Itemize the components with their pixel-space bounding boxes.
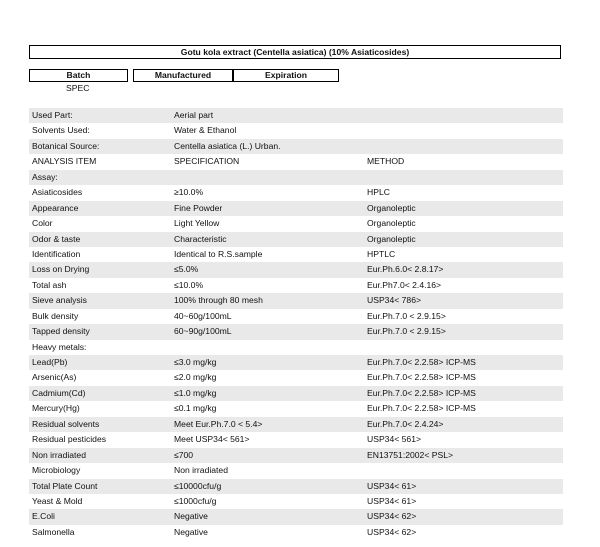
table-row	[29, 324, 563, 339]
table-row	[29, 525, 563, 540]
analysis-item-cell: Bulk density	[32, 310, 79, 321]
method-cell: HPLC	[367, 187, 390, 198]
table-row	[29, 417, 563, 432]
method-cell: METHOD	[367, 156, 405, 167]
batch-header: Batch	[29, 69, 128, 82]
analysis-item-cell: Total Plate Count	[32, 480, 98, 491]
table-row	[29, 185, 563, 200]
analysis-item-cell: Lead(Pb)	[32, 357, 68, 367]
analysis-item-cell: Loss on Drying	[32, 264, 90, 275]
table-row	[29, 247, 563, 262]
table-row	[29, 216, 563, 231]
specification-cell: Meet Eur.Ph.7.0 < 5.4>	[174, 418, 263, 429]
table-row	[29, 509, 563, 524]
specification-cell: Aerial part	[174, 110, 214, 120]
specification-cell: Centella asiatica (L.) Urban.	[174, 140, 281, 151]
specification-cell: ≤1.0 mg/kg	[174, 387, 217, 398]
method-cell: USP34< 561>	[367, 434, 421, 445]
table-row	[29, 201, 563, 216]
method-cell: USP34< 786>	[367, 295, 421, 306]
analysis-item-cell: Sieve analysis	[32, 295, 87, 306]
table-row	[29, 386, 563, 401]
table-row	[29, 278, 563, 293]
specification-cell: Fine Powder	[174, 202, 223, 213]
analysis-item-cell: Used Part:	[32, 110, 73, 120]
analysis-item-cell: Arsenic(As)	[32, 372, 77, 383]
analysis-item-cell: E.Coli	[32, 511, 55, 522]
manufactured-header: Manufactured	[133, 69, 233, 82]
spec-label: SPEC	[66, 83, 90, 93]
analysis-item-cell: Total ash	[32, 279, 67, 290]
analysis-item-cell: Botanical Source:	[32, 140, 100, 151]
table-row	[29, 232, 563, 247]
analysis-item-cell: Microbiology	[32, 465, 81, 476]
analysis-item-cell: Asiaticosides	[32, 187, 83, 198]
method-cell: Eur.Ph.7.0< 2.2.58> ICP-MS	[367, 403, 476, 414]
table-row	[29, 479, 563, 494]
specification-cell: 100% through 80 mesh	[174, 295, 263, 306]
method-cell: USP34< 62>	[367, 511, 417, 522]
table-row	[29, 309, 563, 324]
method-cell: EN13751:2002< PSL>	[367, 449, 454, 460]
table-row	[29, 340, 563, 355]
table-row	[29, 370, 563, 385]
specification-cell: ≤10.0%	[174, 279, 204, 290]
method-cell: Organoleptic	[367, 233, 416, 244]
method-cell: Eur.Ph.7.0< 2.2.58> ICP-MS	[367, 372, 476, 383]
table-row	[29, 108, 563, 123]
specification-cell: ≤700	[174, 449, 194, 460]
specification-cell: Water & Ethanol	[174, 125, 237, 136]
table-row	[29, 463, 563, 478]
specification-cell: 40~60g/100mL	[174, 310, 232, 321]
specification-cell: Negative	[174, 511, 208, 522]
analysis-item-cell: Yeast & Mold	[32, 495, 83, 506]
method-cell: Eur.Ph.7.0< 2.2.58> ICP-MS	[367, 357, 476, 367]
analysis-item-cell: Salmonella	[32, 526, 75, 537]
specification-cell: ≤1000cfu/g	[174, 495, 217, 506]
analysis-item-cell: Mercury(Hg)	[32, 403, 80, 414]
method-cell: HPTLC	[367, 248, 396, 259]
specification-cell: ≤5.0%	[174, 264, 199, 275]
specification-cell: ≤0.1 mg/kg	[174, 403, 217, 414]
method-cell: USP34< 61>	[367, 480, 417, 491]
table-row	[29, 401, 563, 416]
specification-cell: Non irradiated	[174, 465, 228, 476]
analysis-item-cell: Residual pesticides	[32, 434, 107, 445]
method-cell: Organoleptic	[367, 218, 416, 229]
table-row	[29, 293, 563, 308]
table-row	[29, 448, 563, 463]
analysis-item-cell: Color	[32, 218, 53, 229]
method-cell: USP34< 61>	[367, 495, 417, 506]
analysis-item-cell: Identification	[32, 248, 81, 259]
method-cell: Eur.Ph7.0< 2.4.16>	[367, 279, 442, 290]
analysis-item-cell: Cadmium(Cd)	[32, 387, 86, 398]
analysis-item-cell: Odor & taste	[32, 233, 81, 244]
table-row	[29, 494, 563, 509]
specification-table	[29, 108, 563, 540]
specification-cell: Identical to R.S.sample	[174, 248, 263, 259]
method-cell: Eur.Ph.7.0< 2.4.24>	[367, 418, 444, 429]
table-row	[29, 355, 563, 370]
analysis-item-cell: Solvents Used:	[32, 125, 90, 136]
table-row	[29, 432, 563, 447]
specification-cell: Meet USP34< 561>	[174, 434, 250, 445]
expiration-header: Expiration	[233, 69, 339, 82]
specification-cell: Negative	[174, 526, 208, 537]
table-row	[29, 170, 563, 185]
table-row	[29, 154, 563, 169]
method-cell: Eur.Ph.7.0< 2.2.58> ICP-MS	[367, 387, 476, 398]
analysis-item-cell: Non irradiated	[32, 449, 86, 460]
table-row	[29, 139, 563, 154]
method-cell: USP34< 62>	[367, 526, 417, 537]
specification-cell: 60~90g/100mL	[174, 326, 232, 337]
specification-cell: ≤10000cfu/g	[174, 480, 222, 491]
method-cell: Eur.Ph.7.0 < 2.9.15>	[367, 310, 446, 321]
analysis-item-cell: Tapped density	[32, 326, 90, 337]
specification-cell: ≥10.0%	[174, 187, 204, 198]
analysis-item-cell: Heavy metals:	[32, 341, 87, 352]
analysis-item-cell: ANALYSIS ITEM	[32, 156, 97, 167]
specification-cell: Characteristic	[174, 233, 227, 244]
method-cell: Eur.Ph.7.0 < 2.9.15>	[367, 326, 446, 337]
specification-cell: Light Yellow	[174, 218, 220, 229]
method-cell: Organoleptic	[367, 202, 416, 213]
table-row	[29, 262, 563, 277]
method-cell: Eur.Ph.6.0< 2.8.17>	[367, 264, 444, 275]
analysis-item-cell: Residual solvents	[32, 418, 100, 429]
table-row	[29, 123, 563, 138]
specification-cell: ≤2.0 mg/kg	[174, 372, 217, 383]
analysis-item-cell: Assay:	[32, 171, 58, 182]
document-title: Gotu kola extract (Centella asiatica) (10% Asiaticosides)	[29, 45, 561, 59]
analysis-item-cell: Appearance	[32, 202, 79, 213]
specification-cell: ≤3.0 mg/kg	[174, 357, 217, 367]
specification-cell: SPECIFICATION	[174, 156, 240, 167]
